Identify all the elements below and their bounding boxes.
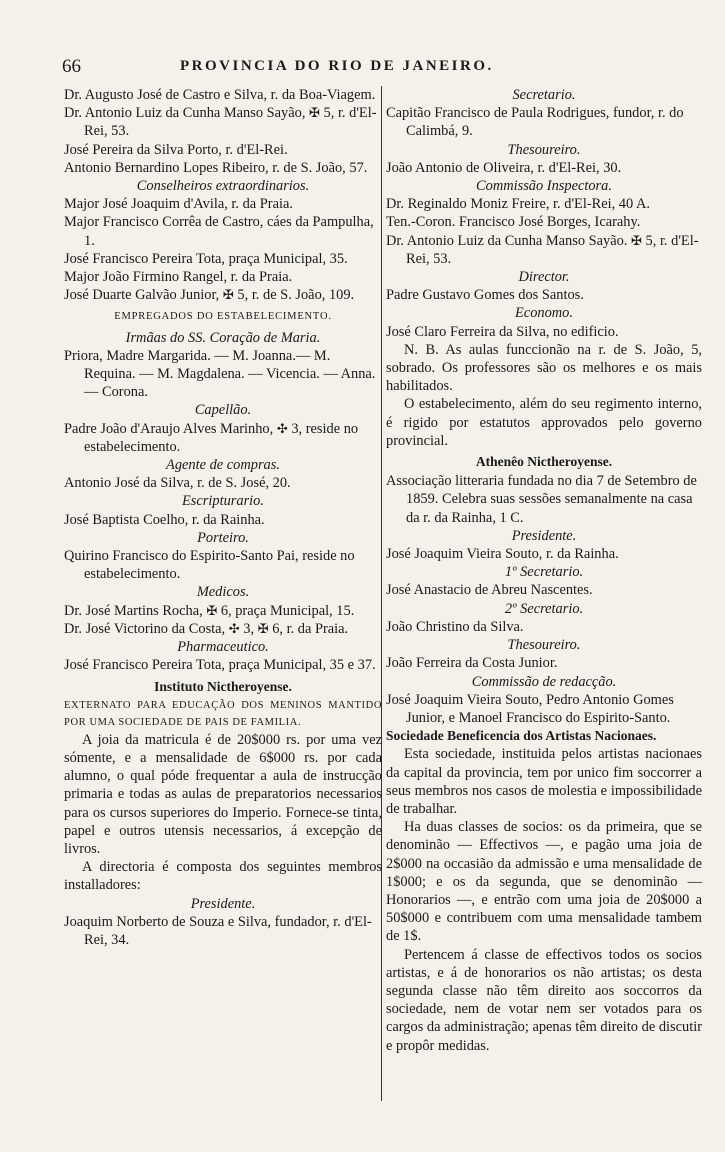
section-heading: Agente de compras. — [166, 457, 280, 474]
entry: João Ferreira da Costa Junior. — [386, 655, 558, 672]
order-cross-icon: ✠ — [309, 105, 320, 121]
entry: Ten.-Coron. Francisco José Borges, Icarahy. — [386, 214, 641, 231]
entry: João Christino da Silva. — [386, 618, 524, 635]
left-column — [64, 86, 382, 949]
entry: Antonio José da Silva, r. de S. José, 20. — [64, 475, 291, 492]
entry: Dr. Reginaldo Moniz Freire, r. d'El-Rei, 40 A. — [386, 196, 650, 213]
christ-cross-icon: ✣ — [228, 620, 240, 636]
note: N. B. As aulas funccionão na r. de S. João, 5, sobrado. Os professores são os melhores e os mais habilitados. — [386, 341, 702, 395]
section-heading: Commissão Inspectora. — [476, 178, 612, 195]
entry: Major Francisco Corrêa de Castro, cáes da Pampulha, 1. — [64, 214, 374, 249]
section-heading: Thesoureiro. — [507, 141, 581, 158]
section-heading: Capellão. — [194, 402, 252, 419]
entry: Priora, Madre Margarida. — M. Joanna.— M. Requina. — M. Magdalena. — Vicencia. — Anna. — Corona. — [64, 347, 376, 401]
entry: Associação litteraria fundada no dia 7 de Setembro de 1859. Celebra suas sessões semanalmente na casa da r. da Rainha, 1 C. — [386, 473, 697, 526]
entry: Dr. Augusto José de Castro e Silva, r. da Boa-Viagem. — [64, 87, 376, 103]
section-heading: 1º Secretario. — [504, 564, 584, 581]
paragraph: Pertencem á classe de effectivos todos os socios artistas, e á de honorarios os não artistas; os desta segunda classe não têm direito aos soccorros da sociedade, nem de votar nem ser votados para os cargos da administração; apenas têm direito de discutir e propôr medidas. — [386, 946, 702, 1054]
order-cross-icon: ✠ — [257, 620, 269, 636]
entry: Dr. Antonio Luiz da Cunha Manso Sayão. ✠ 5, r. d'El-Rei, 53. — [386, 232, 699, 267]
section-heading: Medicos. — [196, 584, 250, 601]
entry: Major José Joaquim d'Avila, r. da Praia. — [64, 196, 293, 213]
paragraph: Esta sociedade, instituida pelos artistas nacionaes da capital da provincia, tem por unico fim soccorrer a seus membros nos casos de molestia e impossibilidade de trabalhar. — [386, 746, 702, 817]
entry: José Joaquim Vieira Souto, r. da Rainha. — [386, 546, 619, 563]
entry: José Anastacio de Abreu Nascentes. — [386, 582, 593, 599]
paragraph: A joia da matricula é de 20$000 rs. por uma vez sómente, e a mensalidade de 6$000 rs. por cada alumno, o qual póde frequentar a aula de instrucção primaria e todas as aulas de preparatorios necessarios para os cursos superiores do Imperio. Fornece-se tinta, papel e outros utensis necessarios, á excepção de livros. — [64, 731, 382, 857]
entry: Major João Firmino Rangel, r. da Praia. — [64, 269, 293, 286]
entry: José Duarte Galvão Junior, ✠ 5, r. de S. João, 109. — [64, 287, 355, 304]
entry: Antonio Bernardino Lopes Ribeiro, r. de S. João, 57. — [64, 159, 368, 176]
section-heading: EMPREGADOS DO ESTABELECIMENTO. — [114, 311, 332, 323]
institution-heading: Sociedade Beneficencia dos Artistas Nacionaes. — [386, 728, 657, 744]
entry: José Claro Ferreira da Silva, no edificio. — [386, 323, 619, 340]
entry: Quirino Francisco do Espirito-Santo Pai, reside no estabelecimento. — [64, 548, 355, 583]
section-heading: Escripturario. — [182, 493, 264, 510]
page-number: 66 — [62, 56, 81, 77]
paragraph: A directoria é composta dos seguintes membros installadores: — [64, 859, 382, 894]
christ-cross-icon: ✣ — [276, 420, 288, 436]
institution-heading: Instituto Nictheroyense. — [154, 678, 292, 694]
order-cross-icon: ✠ — [206, 602, 218, 618]
section-heading: Presidente. — [511, 527, 577, 544]
paragraph: O estabelecimento, além do seu regimento interno, é rigido por estatutos approvados pelo governo provincial. — [386, 396, 702, 449]
entry: Dr. José Victorino da Costa, ✣ 3, ✠ 6, r. da Praia. — [64, 620, 349, 637]
section-heading: Presidente. — [190, 895, 256, 912]
paragraph: Ha duas classes de socios: os da primeira, que se denominão — Effectivos —, e pagão uma joia de 2$000 na occasião da admissão e uma mensalidade de 1$000; e os da segunda, que se denominão — Honorarios —, e entrão com uma joia de 20$000 a 50$000 e contribuem com uma mensalidade tambem de 1$. — [386, 819, 702, 945]
entry: Dr. José Martins Rocha, ✠ 6, praça Municipal, 15. — [64, 602, 355, 619]
entry: José Francisco Pereira Tota, praça Municipal, 35. — [64, 250, 348, 267]
entry: João Antonio de Oliveira, r. d'El-Rei, 30. — [386, 159, 622, 176]
entry: Padre João d'Araujo Alves Marinho, ✣ 3, reside no estabelecimento. — [64, 420, 359, 455]
institution-heading: Athenêo Nictheroyense. — [475, 454, 613, 470]
entry: Joaquim Norberto de Souza e Silva, fundador, r. d'El-Rei, 34. — [64, 913, 372, 948]
running-title: PROVINCIA DO RIO DE JANEIRO. — [180, 58, 494, 74]
section-heading: 2º Secretario. — [504, 600, 584, 617]
section-heading: Director. — [518, 269, 570, 286]
section-heading: Pharmaceutico. — [177, 639, 269, 656]
subtitle: EXTERNATO PARA EDUCAÇÃO DOS MENINOS MANTIDO POR UMA SOCIEDADE DE PAIS DE FAMILIA. — [64, 699, 382, 728]
entry: José Francisco Pereira Tota, praça Municipal, 35 e 37. — [64, 657, 376, 674]
section-heading: Irmãas do SS. Coração de Maria. — [125, 329, 321, 346]
entry: Padre Gustavo Gomes dos Santos. — [386, 287, 584, 304]
entry: Capitão Francisco de Paula Rodrigues, fundor, r. do Calimbá, 9. — [386, 105, 684, 140]
order-cross-icon: ✠ — [631, 232, 642, 248]
section-heading: Porteiro. — [197, 529, 249, 546]
entry: José Pereira da Silva Porto, r. d'El-Rei. — [64, 141, 288, 158]
section-heading: Conselheiros extraordinarios. — [136, 178, 310, 195]
right-column — [386, 86, 702, 1055]
entry: José Joaquim Vieira Souto, Pedro Antonio Gomes Junior, e Manoel Francisco do Espirito-Santo. — [386, 691, 674, 726]
entry: Dr. Antonio Luiz da Cunha Manso Sayão, ✠ 5, r. d'El-Rei, 53. — [64, 105, 377, 140]
section-heading: Thesoureiro. — [507, 637, 581, 654]
order-cross-icon: ✠ — [222, 287, 234, 303]
section-heading: Secretario. — [512, 87, 576, 103]
section-heading: Economo. — [515, 305, 573, 322]
entry: José Baptista Coelho, r. da Rainha. — [64, 511, 265, 528]
section-heading: Commissão de redacção. — [471, 673, 617, 690]
